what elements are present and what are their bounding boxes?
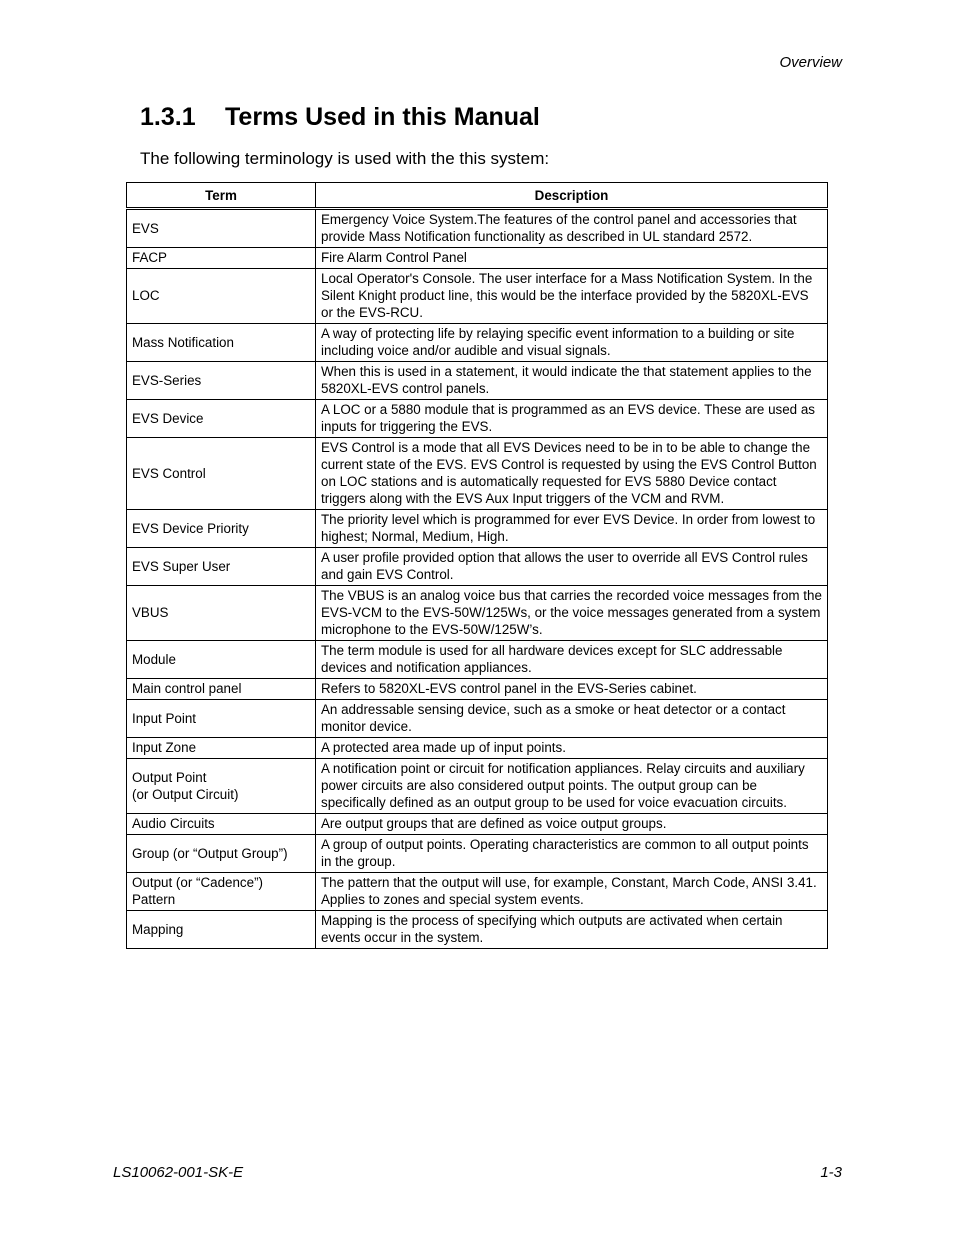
running-header: Overview: [779, 54, 842, 71]
table-body: [127, 209, 828, 949]
table-row: [127, 586, 828, 641]
column-header-description: Description: [316, 183, 828, 209]
description-cell: A protected area made up of input points.: [316, 738, 828, 759]
term-cell: Output Point (or Output Circuit): [127, 759, 316, 814]
table-row: [127, 700, 828, 738]
term-cell: Module: [127, 641, 316, 679]
term-cell: EVS Control: [127, 438, 316, 510]
term-cell: Input Zone: [127, 738, 316, 759]
description-cell: The term module is used for all hardware devices except for SLC addressable devices and notification appliances.: [316, 641, 828, 679]
description-cell: An addressable sensing device, such as a smoke or heat detector or a contact monitor device.: [316, 700, 828, 738]
section-heading: [140, 103, 540, 132]
table-row: [127, 738, 828, 759]
description-cell: A LOC or a 5880 module that is programmed as an EVS device. These are used as inputs for triggering the EVS.: [316, 400, 828, 438]
table-row: [127, 269, 828, 324]
description-cell: Refers to 5820XL-EVS control panel in the EVS-Series cabinet.: [316, 679, 828, 700]
page-number: 1-3: [820, 1164, 842, 1181]
table-row: [127, 400, 828, 438]
description-cell: The priority level which is programmed for ever EVS Device. In order from lowest to highest; Normal, Medium, High.: [316, 510, 828, 548]
section-title: Terms Used in this Manual: [225, 103, 540, 131]
description-cell: A way of protecting life by relaying specific event information to a building or site including voice and/or audible and visual signals.: [316, 324, 828, 362]
description-cell: Mapping is the process of specifying which outputs are activated when certain events occur in the system.: [316, 911, 828, 949]
table-row: [127, 438, 828, 510]
column-header-term: Term: [127, 183, 316, 209]
term-cell: EVS Super User: [127, 548, 316, 586]
table-row: [127, 759, 828, 814]
term-cell: Group (or “Output Group”): [127, 835, 316, 873]
table-row: [127, 641, 828, 679]
description-cell: A group of output points. Operating characteristics are common to all output points in the group.: [316, 835, 828, 873]
table-row: [127, 248, 828, 269]
term-cell: FACP: [127, 248, 316, 269]
term-cell: Mapping: [127, 911, 316, 949]
description-cell: The VBUS is an analog voice bus that carries the recorded voice messages from the EVS-VCM to the EVS-50W/125Ws, or the voice messages generated from a system microphone to the EVS-50W/125W’s.: [316, 586, 828, 641]
term-cell: LOC: [127, 269, 316, 324]
description-cell: The pattern that the output will use, for example, Constant, March Code, ANSI 3.41. Applies to zones and special system events.: [316, 873, 828, 911]
term-cell: VBUS: [127, 586, 316, 641]
intro-paragraph: The following terminology is used with the this system:: [140, 149, 550, 168]
table-header-row: [127, 183, 828, 209]
description-cell: When this is used in a statement, it would indicate the that statement applies to the 5820XL-EVS control panels.: [316, 362, 828, 400]
table-row: [127, 362, 828, 400]
table-row: [127, 548, 828, 586]
description-cell: A notification point or circuit for notification appliances. Relay circuits and auxiliary power circuits are also considered output points. The output group can be specifically defined as an output group to be used for voice evacuation circuits.: [316, 759, 828, 814]
table-row: [127, 510, 828, 548]
term-cell: Main control panel: [127, 679, 316, 700]
table-row: [127, 911, 828, 949]
term-cell: EVS Device Priority: [127, 510, 316, 548]
term-cell: EVS: [127, 209, 316, 248]
terms-table: [126, 182, 828, 949]
term-cell: Mass Notification: [127, 324, 316, 362]
table-row: [127, 873, 828, 911]
term-cell: Audio Circuits: [127, 814, 316, 835]
table-row: [127, 209, 828, 248]
table-row: [127, 814, 828, 835]
table-row: [127, 324, 828, 362]
document-number: LS10062-001-SK-E: [113, 1164, 244, 1181]
table-row: [127, 835, 828, 873]
description-cell: Fire Alarm Control Panel: [316, 248, 828, 269]
term-cell: Input Point: [127, 700, 316, 738]
term-cell: EVS Device: [127, 400, 316, 438]
description-cell: EVS Control is a mode that all EVS Devices need to be in to be able to change the current state of the EVS. EVS Control is requested by using the EVS Control Button on LOC stations and is automatically requested for EVS 5880 Device contact triggers along with the EVS Aux Input triggers of the VCM and RVM.: [316, 438, 828, 510]
term-cell: Output (or “Cadence”) Pattern: [127, 873, 316, 911]
table-row: [127, 679, 828, 700]
description-cell: Local Operator's Console. The user interface for a Mass Notification System. In the Silent Knight product line, this would be the interface provided by the 5820XL-EVS or the EVS-RCU.: [316, 269, 828, 324]
description-cell: Are output groups that are defined as voice output groups.: [316, 814, 828, 835]
section-number: 1.3.1: [140, 103, 196, 131]
term-cell: EVS-Series: [127, 362, 316, 400]
description-cell: A user profile provided option that allows the user to override all EVS Control rules and gain EVS Control.: [316, 548, 828, 586]
description-cell: Emergency Voice System.The features of the control panel and accessories that provide Mass Notification functionality as described in UL standard 2572.: [316, 209, 828, 248]
